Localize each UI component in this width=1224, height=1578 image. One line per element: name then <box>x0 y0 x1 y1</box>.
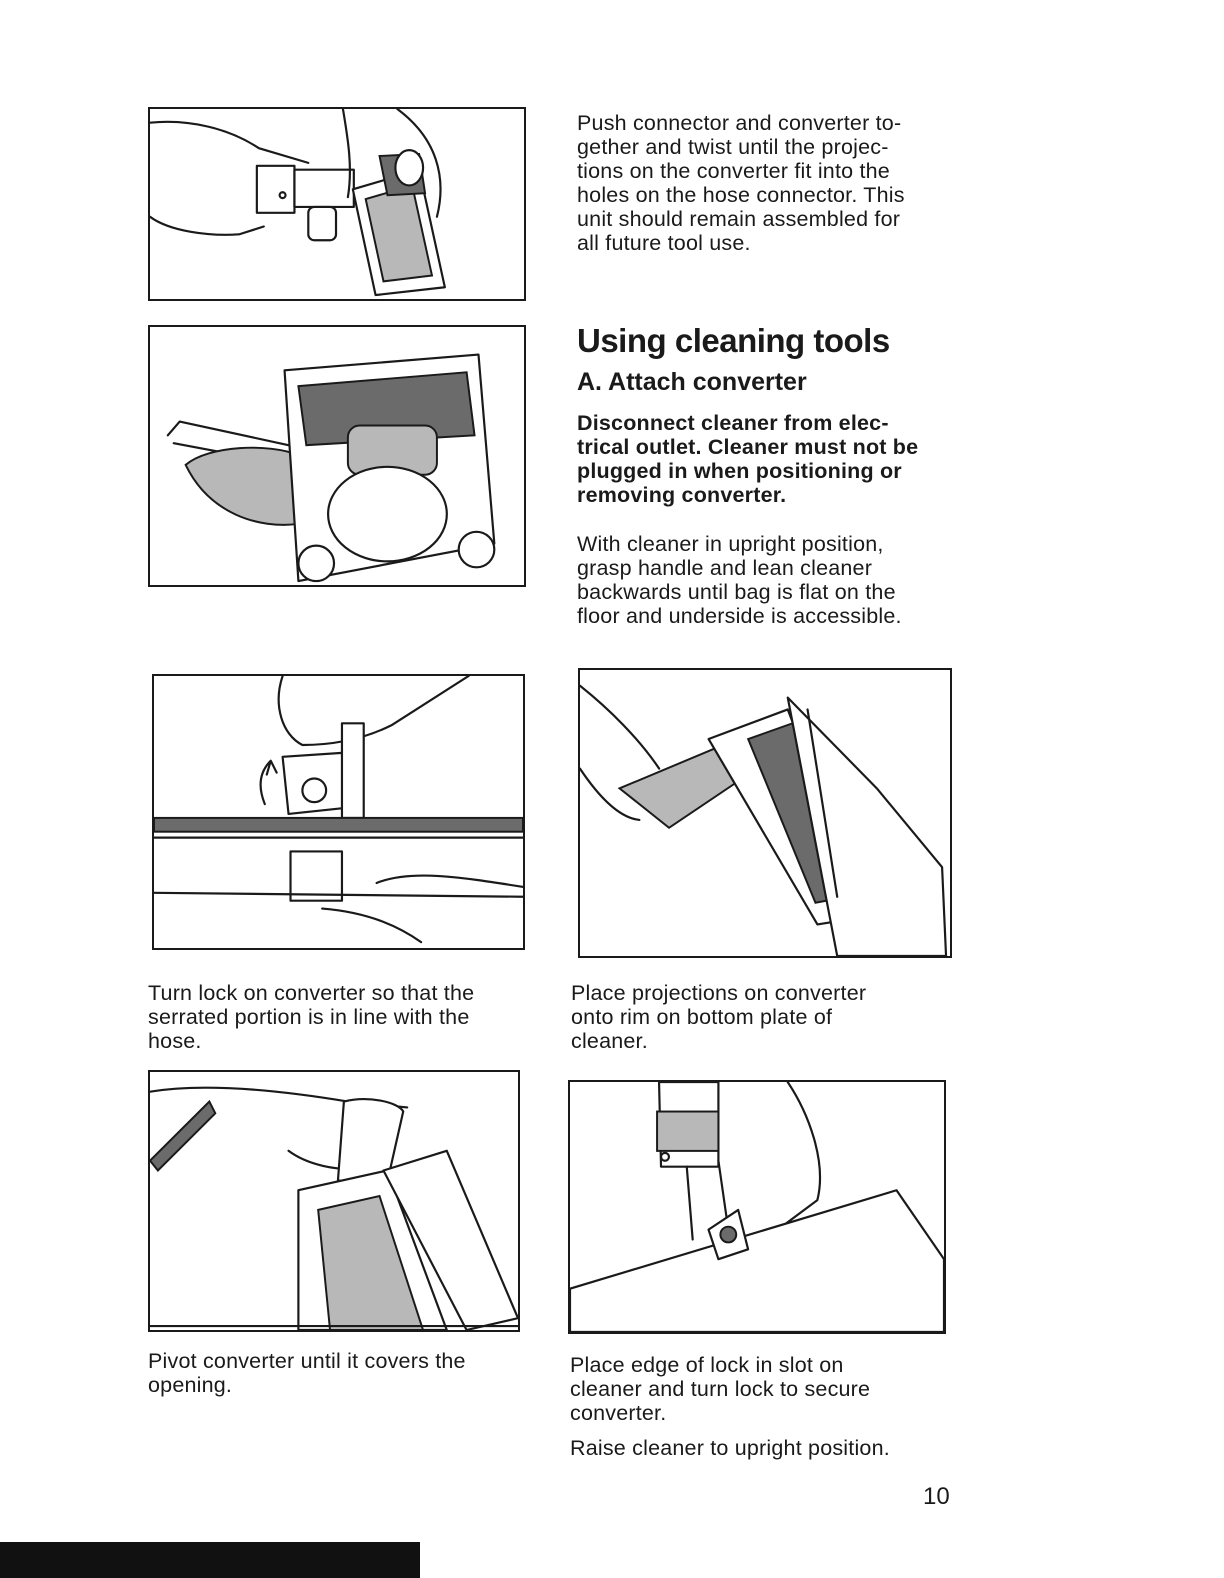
figure-place-projections <box>578 668 952 958</box>
upright-paragraph: With cleaner in upright position, grasp handle and lean cleaner backwards until bag is flat on the floor and underside is accessible. <box>577 532 902 628</box>
figure-turn-lock <box>152 674 525 950</box>
warning-paragraph: Disconnect cleaner from elec- trical outlet. Cleaner must not be plugged in when positioning or removing converter. <box>577 411 919 507</box>
figure-lock-in-slot <box>568 1080 946 1334</box>
figure-connector-converter <box>148 107 526 301</box>
caption-pivot: Pivot converter until it covers the opening. <box>148 1349 466 1397</box>
figure-pivot-converter <box>148 1070 520 1332</box>
caption-place-edge: Place edge of lock in slot on cleaner and turn lock to secure converter. <box>570 1353 871 1425</box>
figure-cleaner-tilted <box>148 325 526 587</box>
page-number: 10 <box>923 1483 950 1510</box>
caption-turn-lock: Turn lock on converter so that the serrated portion is in line with the hose. <box>148 981 475 1053</box>
connector-paragraph: Push connector and converter to- gether and twist until the projec- tions on the converter fit into the holes on the hose connector. This unit should remain assembled for all future tool use. <box>577 111 905 255</box>
footer-bar <box>0 1542 420 1578</box>
caption-place-projections: Place projections on converter onto rim on bottom plate of cleaner. <box>571 981 867 1053</box>
subsection-title: A. Attach converter <box>577 368 807 396</box>
caption-raise: Raise cleaner to upright position. <box>570 1436 890 1460</box>
section-title: Using cleaning tools <box>577 322 890 359</box>
